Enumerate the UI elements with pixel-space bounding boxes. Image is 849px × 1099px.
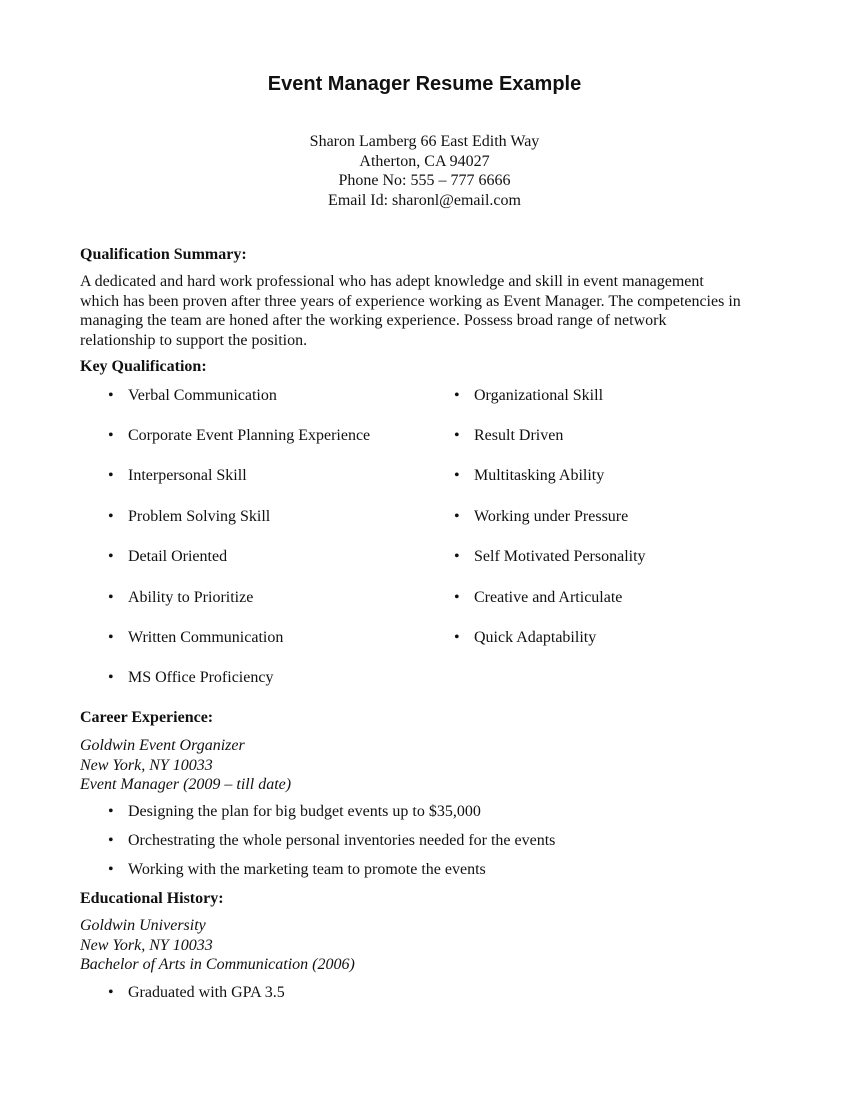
bullet-icon: •	[108, 669, 114, 686]
key-qualification-heading: Key Qualification:	[80, 358, 207, 375]
bullet-icon: •	[454, 629, 460, 646]
contact-name-address: Sharon Lamberg 66 East Edith Way	[309, 133, 540, 150]
employer-location: New York, NY 10033	[80, 756, 213, 774]
career-experience-heading: Career Experience:	[80, 709, 214, 726]
bullet-icon: •	[108, 427, 114, 444]
resume-page: Event Manager Resume Example Sharon Lamberg 66 East Edith Way Atherton, CA 94027 Phone No: 555 – 777 6666 Email Id: sharonl@email.com Qualification Summary: A dedicated and hard work professional who has adept knowledge and skill in event management which has been proven after three years of experience working as Event Manager. The competencies in managing the team are honed after the working experience. Possess broad range of network relationship to support the position. Key Qualification: • Verbal Communication • Corporate Event Planning Experience • Interpersonal Skill • Problem Solving Skill • Detail Oriented • Ability to Prioritize • Written Communication • MS Office Proficiency • Organizational Skill • Result Driven • Multitasking Ability • Working under Pressure • Self Motivated Personality • Creative and Articulate • Quick Adaptability Career Experience: Goldwin Event Organizer New York, NY 10033 Event Manager (2009 – till date) • Designing the plan for big budget events up to $35,000 • Orchestrating the whole personal inventories needed for the events • Working with the marketing team to promote the events Educational History: Goldwin University New York, NY 10033 Bachelor of Arts in Communication (2006) • Graduated with GPA 3.5	[0, 0, 849, 1099]
institution-location: New York, NY 10033	[80, 936, 213, 954]
bullet-icon: •	[108, 629, 114, 646]
educational-history-details	[80, 916, 355, 975]
qualification-summary-text	[80, 272, 780, 350]
contact-city: Atherton, CA 94027	[359, 152, 490, 170]
bullet-icon: •	[454, 467, 460, 484]
bullet-icon: •	[108, 984, 114, 1001]
job-position: Event Manager (2009 – till date)	[80, 776, 292, 793]
contact-email: Email Id: sharonl@email.com	[328, 191, 521, 209]
bullet-icon: •	[108, 467, 114, 484]
institution-name: Goldwin University	[80, 917, 206, 934]
educational-history-heading: Educational History:	[80, 890, 224, 907]
employer-name: Goldwin Event Organizer	[80, 737, 245, 754]
bullet-icon: •	[108, 508, 114, 525]
page-title: Event Manager Resume Example	[267, 73, 582, 95]
contact-block	[0, 132, 849, 210]
bullet-icon: •	[108, 803, 114, 820]
summary-line: which has been proven after three years of experience working as Event Manager. The competencies in	[80, 292, 741, 310]
bullet-icon: •	[108, 861, 114, 878]
summary-line: managing the team are honed after the working experience. Possess broad range of network	[80, 312, 667, 329]
qualification-summary-heading: Qualification Summary:	[80, 246, 247, 263]
bullet-icon: •	[108, 832, 114, 849]
career-experience-details	[80, 736, 291, 795]
summary-line: A dedicated and hard work professional who has adept knowledge and skill in event management	[80, 273, 704, 290]
summary-line: relationship to support the position.	[80, 331, 308, 349]
bullet-icon: •	[454, 508, 460, 525]
bullet-icon: •	[454, 427, 460, 444]
bullet-icon: •	[454, 387, 460, 404]
bullet-icon: •	[454, 548, 460, 565]
contact-phone: Phone No: 555 – 777 6666	[338, 172, 511, 189]
bullet-icon: •	[108, 548, 114, 565]
bullet-icon: •	[454, 589, 460, 606]
bullet-icon: •	[108, 387, 114, 404]
degree: Bachelor of Arts in Communication (2006)	[80, 956, 355, 973]
bullet-icon: •	[108, 589, 114, 606]
